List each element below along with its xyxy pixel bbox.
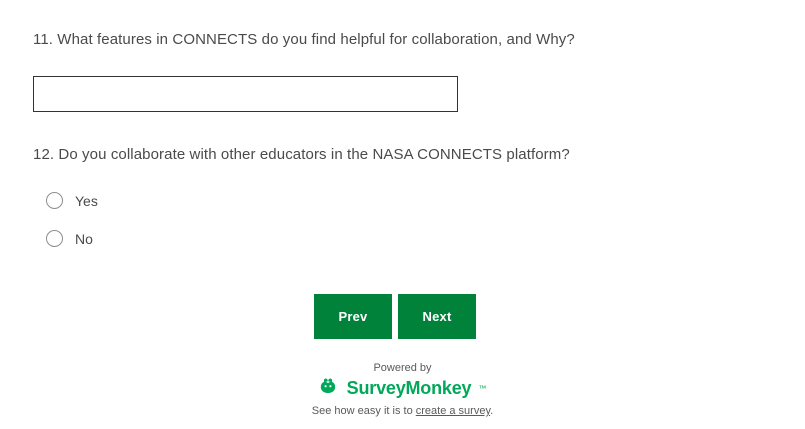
radio-option-no-label: No [75, 230, 93, 247]
tagline-prefix: See how easy it is to [311, 405, 416, 417]
create-survey-link[interactable]: create a survey [415, 405, 491, 417]
question-11-text-input[interactable] [33, 76, 458, 112]
radio-option-no[interactable] [46, 230, 93, 247]
prev-button[interactable]: Prev [314, 294, 392, 339]
surveymonkey-wordmark: SurveyMonkey [346, 378, 472, 398]
trademark-symbol: ™ [478, 384, 487, 393]
footer-tagline [0, 405, 805, 417]
powered-by-label: Powered by [373, 362, 432, 374]
navigation-buttons [314, 294, 476, 339]
surveymonkey-logo[interactable] [0, 377, 805, 400]
radio-option-yes-label: Yes [75, 192, 98, 209]
question-12-text: 12. Do you collaborate with other educators in the NASA CONNECTS platform? [33, 146, 570, 163]
radio-circle-icon[interactable] [46, 192, 63, 209]
tagline-suffix: . [490, 405, 494, 417]
radio-option-yes[interactable] [46, 192, 98, 209]
monkey-icon [319, 377, 341, 400]
next-button[interactable]: Next [398, 294, 476, 339]
footer [0, 362, 805, 417]
radio-circle-icon[interactable] [46, 230, 63, 247]
question-11-text: 11. What features in CONNECTS do you find helpful for collaboration, and Why? [33, 31, 575, 48]
